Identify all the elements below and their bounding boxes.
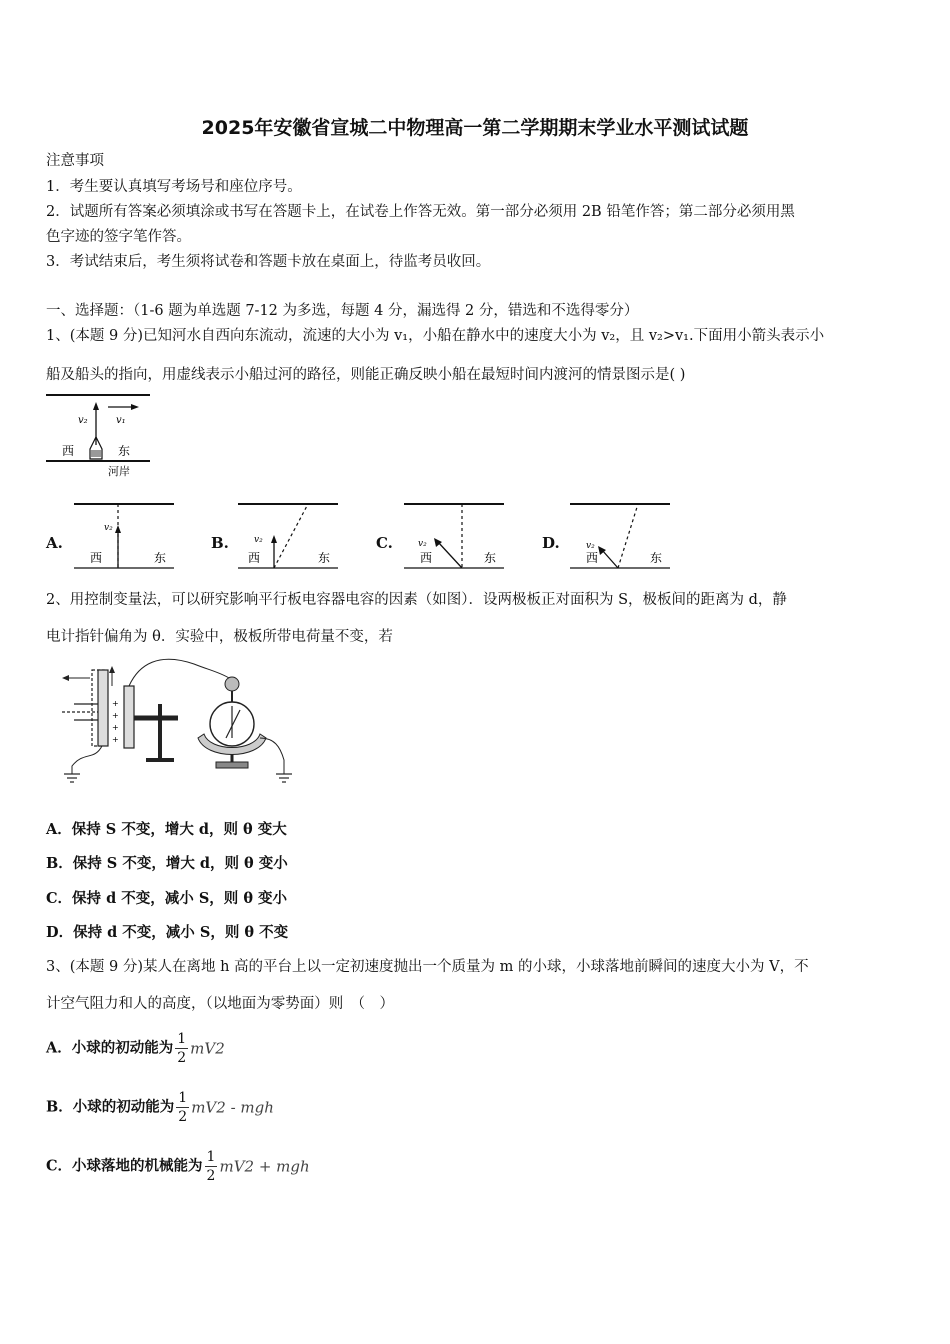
- option-c-figure: [402, 500, 506, 570]
- svg-text:v₂: v₂: [104, 523, 113, 533]
- option-a-label: A.: [46, 534, 63, 552]
- option-b-label: B.: [211, 534, 229, 552]
- svg-text:东: 东: [650, 551, 663, 565]
- west-label: 西: [62, 444, 75, 458]
- notice-item: 2．试题所有答案必须填涂或书写在答题卡上，在试卷上作答无效。第一部分必须用 2B 铅笔作答；第二部分必须用黑: [46, 204, 795, 220]
- question-2-option: D．保持 d 不变，减小 S，则 θ 不变: [46, 924, 289, 941]
- notice-item: 3．考试结束后，考生须将试卷和答题卡放在桌面上，待监考员收回。: [46, 254, 491, 270]
- svg-text:+: +: [112, 735, 119, 744]
- notice-heading: 注意事项: [46, 153, 104, 169]
- v1-label: v₁: [116, 415, 126, 426]
- question-3-option-a: A．小球的初动能为 $\frac{1}{2}$ mV2: [46, 1031, 225, 1066]
- option-d-figure: [568, 500, 672, 570]
- east-label: 东: [118, 444, 131, 458]
- page-title: 2025年安徽省宣城二中物理高一第二学期期末学业水平测试试题: [201, 117, 749, 139]
- question-2-option: C．保持 d 不变，减小 S，则 θ 变小: [46, 890, 288, 907]
- question-2-text: 2、用控制变量法，可以研究影响平行板电容器电容的因素（如图）．设两极板正对面积为 S，极板间的距离为 d，静: [46, 592, 787, 608]
- option-d-label: D.: [542, 534, 560, 552]
- v2-label: v₂: [78, 415, 88, 426]
- river-figure: [44, 393, 154, 483]
- svg-text:+: +: [112, 711, 119, 720]
- svg-text:西: 西: [248, 551, 261, 565]
- capacitor-figure: [54, 656, 300, 792]
- question-3-option-b: B．小球的初动能为 $\frac{1}{2}$ mV2 - mgh: [46, 1090, 274, 1125]
- svg-text:+: +: [112, 723, 119, 732]
- svg-text:v₂: v₂: [254, 535, 263, 545]
- svg-text:东: 东: [318, 551, 331, 565]
- option-a-figure: [72, 500, 176, 570]
- option-b-figure: [236, 500, 340, 570]
- question-1-text: 1、(本题 9 分)已知河水自西向东流动，流速的大小为 v₁，小船在静水中的速度大小为 v₂，且 v₂>v₁.下面用小箭头表示小: [46, 328, 825, 344]
- svg-text:+: +: [112, 699, 119, 708]
- svg-text:西: 西: [586, 551, 599, 565]
- notice-item: 色字迹的签字笔作答。: [46, 229, 191, 245]
- svg-text:v₂: v₂: [586, 541, 595, 551]
- notice-item: 1．考生要认真填写考场号和座位序号。: [46, 179, 302, 195]
- option-c-label: C.: [376, 534, 393, 552]
- section-heading: 一、选择题：（1-6 题为单选题 7-12 为多选，每题 4 分，漏选得 2 分，错选和不选得零分）: [46, 303, 639, 319]
- svg-text:东: 东: [484, 551, 497, 565]
- svg-text:东: 东: [154, 551, 167, 565]
- question-2-option: B．保持 S 不变，增大 d，则 θ 变小: [46, 855, 288, 872]
- svg-text:西: 西: [420, 551, 433, 565]
- question-3-option-c: C．小球落地的机械能为 $\frac{1}{2}$ mV2 + mgh: [46, 1149, 310, 1184]
- svg-text:v₂: v₂: [418, 539, 427, 549]
- bank-label: 河岸: [108, 465, 130, 478]
- question-2-option: A．保持 S 不变，增大 d，则 θ 变大: [46, 821, 287, 838]
- svg-text:西: 西: [90, 551, 103, 565]
- question-3-text: 3、(本题 9 分)某人在离地 h 高的平台上以一定初速度抛出一个质量为 m 的小球，小球落地前瞬间的速度大小为 V，不: [46, 959, 809, 975]
- question-3-text: 计空气阻力和人的高度，（以地面为零势面）则 （ ）: [46, 996, 394, 1012]
- question-1-text: 船及船头的指向，用虚线表示小船过河的路径，则能正确反映小船在最短时间内渡河的情景图示是( ): [46, 367, 686, 383]
- question-2-text: 电计指针偏角为 θ．实验中，极板所带电荷量不变，若: [46, 629, 393, 645]
